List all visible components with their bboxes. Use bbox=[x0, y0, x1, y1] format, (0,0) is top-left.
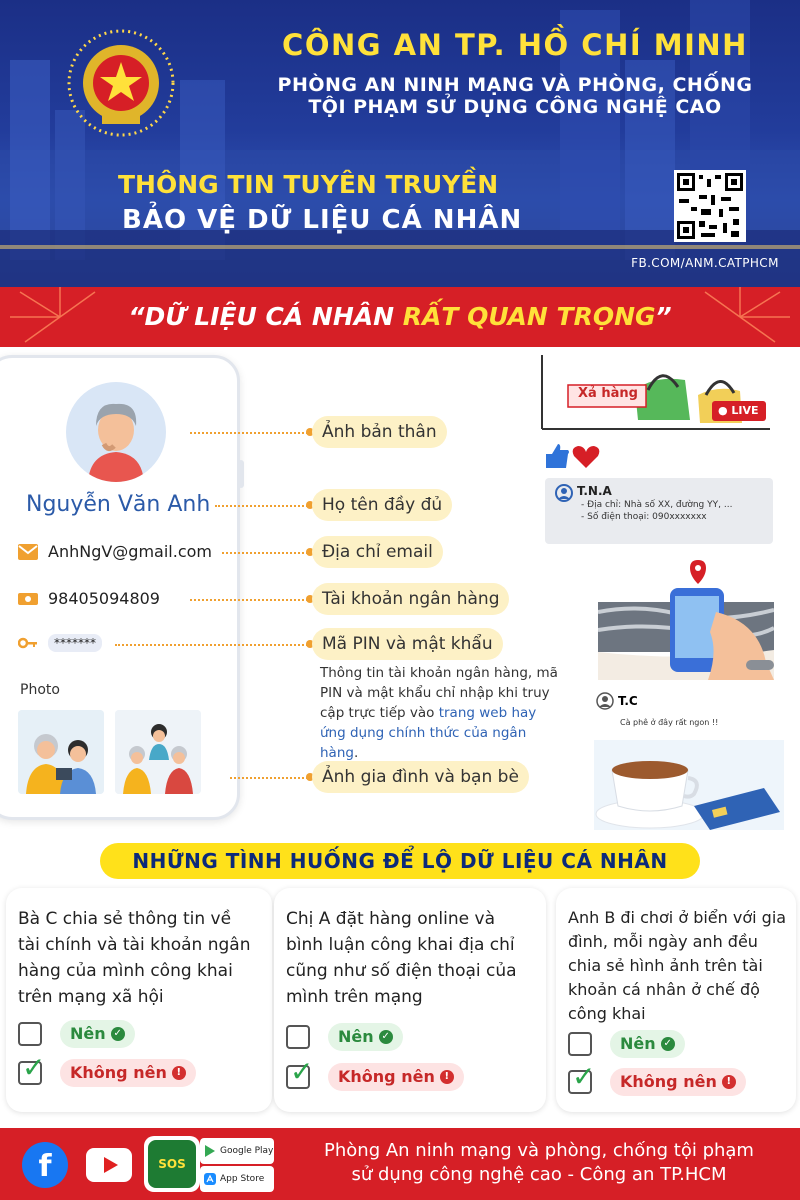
should-label: Nên bbox=[70, 1024, 106, 1043]
option-should[interactable] bbox=[568, 1030, 685, 1058]
propaganda-subtitle: BẢO VỆ DỮ LIỆU CÁ NHÂN bbox=[122, 205, 523, 235]
qr-code-icon[interactable] bbox=[674, 170, 746, 242]
facebook-link[interactable]: FB.COM/ANM.CATPHCM bbox=[631, 256, 779, 270]
should-badge bbox=[60, 1020, 135, 1048]
check-circle-icon: ✓ bbox=[661, 1037, 675, 1051]
option-should-not[interactable] bbox=[568, 1060, 746, 1096]
option-should[interactable] bbox=[286, 1023, 403, 1051]
label-bank-account: Tài khoản ngân hàng bbox=[312, 583, 509, 615]
quote-banner bbox=[0, 287, 800, 347]
quote-highlight: RẤT QUAN TRỌNG bbox=[402, 302, 656, 331]
footer-text-line1: Phòng An ninh mạng và phòng, chống tội phạm bbox=[324, 1140, 754, 1161]
checkbox-should-not[interactable] bbox=[286, 1055, 314, 1089]
should-not-label: Không nên bbox=[338, 1067, 435, 1086]
option-should-not[interactable] bbox=[286, 1055, 464, 1091]
connector-line bbox=[215, 505, 308, 507]
should-not-badge bbox=[610, 1068, 746, 1096]
livestream-illustration bbox=[540, 355, 770, 440]
check-circle-icon: ✓ bbox=[111, 1027, 125, 1041]
youtube-icon[interactable] bbox=[86, 1148, 132, 1182]
should-not-label: Không nên bbox=[70, 1063, 167, 1082]
checkmark-icon: ✓ bbox=[572, 1060, 596, 1093]
google-play-badge[interactable] bbox=[200, 1138, 274, 1164]
email-row bbox=[18, 542, 212, 561]
app-store-label: App Store bbox=[220, 1174, 265, 1184]
situation-card bbox=[274, 888, 546, 1112]
should-badge bbox=[610, 1030, 685, 1058]
user-icon bbox=[596, 692, 614, 710]
quote-title bbox=[0, 302, 800, 331]
option-should[interactable] bbox=[18, 1020, 135, 1048]
facebook-icon[interactable]: f bbox=[22, 1142, 68, 1188]
situation-text: Bà C chia sẻ thông tin về tài chính và tài khoản ngân hàng của mình công khai trên mạng xã hội bbox=[18, 909, 251, 1007]
mail-icon bbox=[18, 544, 38, 560]
label-email: Địa chỉ email bbox=[312, 536, 443, 568]
livestream-screen bbox=[540, 355, 770, 440]
label-full-name: Họ tên đầy đủ bbox=[312, 489, 452, 521]
police-emblem-icon bbox=[66, 28, 176, 138]
checkbox-should-not[interactable] bbox=[568, 1060, 596, 1094]
check-circle-icon: ✓ bbox=[379, 1030, 393, 1044]
photo-label: Photo bbox=[20, 682, 60, 698]
person-avatar-icon bbox=[66, 382, 166, 482]
sos-app-icon[interactable] bbox=[144, 1136, 200, 1192]
comment-author: T.N.A bbox=[577, 484, 612, 498]
app-store-icon bbox=[204, 1173, 216, 1185]
google-play-label: Google Play bbox=[220, 1146, 274, 1156]
situation-text: Anh B đi chơi ở biển với gia đình, mỗi ngày anh đều chia sẻ hình ảnh trên tài khoản cá nhân ở chế độ công khai bbox=[568, 908, 787, 1023]
note-link: trang web hay ứng dụng chính thức của ngân hàng bbox=[320, 705, 537, 761]
checkmark-icon: ✓ bbox=[22, 1051, 46, 1084]
header-subtitle-line2: TỘI PHẠM SỬ DỤNG CÔNG NGHỆ CAO bbox=[308, 96, 722, 118]
profile-bank-account: 98405094809 bbox=[48, 589, 160, 608]
checkbox-should[interactable] bbox=[18, 1022, 42, 1046]
key-icon bbox=[18, 637, 38, 649]
propaganda-title: THÔNG TIN TUYÊN TRUYỀN bbox=[118, 170, 499, 199]
comment-phone: - Số điện thoại: 090xxxxxxx bbox=[581, 512, 707, 522]
bank-row bbox=[18, 589, 160, 608]
sale-sign: Xả hàng bbox=[578, 386, 638, 401]
connector-line bbox=[230, 777, 308, 779]
pin-row bbox=[18, 634, 102, 652]
phone-side-button bbox=[238, 460, 244, 488]
family-photo-illustration bbox=[18, 710, 104, 794]
live-badge: ● LIVE bbox=[718, 404, 759, 417]
label-family-photo: Ảnh gia đình và bạn bè bbox=[312, 761, 529, 793]
should-label: Nên bbox=[620, 1034, 656, 1053]
header-banner bbox=[0, 0, 800, 287]
connector-line bbox=[190, 599, 308, 601]
reaction-stickers bbox=[544, 440, 600, 474]
like-heart-icon bbox=[544, 440, 600, 470]
header-title: CÔNG AN TP. HỒ CHÍ MINH bbox=[282, 28, 748, 62]
note-text: Thông tin tài khoản ngân hàng, mã PIN và mật khẩu chỉ nhập khi truy cập trực tiếp vào bbox=[320, 665, 558, 721]
bank-security-note bbox=[320, 663, 564, 763]
checkbox-should-not[interactable] bbox=[18, 1051, 46, 1085]
option-should-not[interactable] bbox=[18, 1051, 196, 1087]
app-store-badge[interactable] bbox=[200, 1166, 274, 1192]
beach-map-illustration bbox=[598, 552, 774, 680]
alert-circle-icon: ! bbox=[722, 1075, 736, 1089]
connector-line bbox=[190, 432, 308, 434]
user-icon bbox=[555, 484, 573, 502]
label-self-photo: Ảnh bản thân bbox=[312, 416, 447, 448]
should-not-label: Không nên bbox=[620, 1072, 717, 1091]
header-subtitle-line1: PHÒNG AN NINH MẠNG VÀ PHÒNG, CHỐNG bbox=[277, 74, 753, 96]
situation-card bbox=[556, 888, 796, 1112]
play-store-icon bbox=[204, 1145, 216, 1157]
situations-title: NHỮNG TÌNH HUỐNG ĐỂ LỘ DỮ LIỆU CÁ NHÂN bbox=[100, 843, 700, 879]
alert-circle-icon: ! bbox=[440, 1070, 454, 1084]
family-photo-2 bbox=[115, 710, 201, 794]
comment-card-tna bbox=[545, 478, 773, 544]
family-photo-1 bbox=[18, 710, 104, 794]
note-end: . bbox=[353, 745, 359, 761]
profile-name: Nguyễn Văn Anh bbox=[26, 492, 211, 517]
money-icon bbox=[18, 591, 38, 607]
should-label: Nên bbox=[338, 1027, 374, 1046]
comment-author-tc: T.C bbox=[618, 694, 638, 708]
avatar bbox=[66, 382, 166, 482]
checkmark-icon: ✓ bbox=[290, 1055, 314, 1088]
profile-email: AnhNgV@gmail.com bbox=[48, 542, 212, 561]
footer-text-line2: sử dụng công nghệ cao - Công an TP.HCM bbox=[351, 1164, 727, 1185]
should-not-badge bbox=[328, 1063, 464, 1091]
footer bbox=[0, 1128, 800, 1200]
connector-line bbox=[222, 552, 308, 554]
sos-app-label: SOS bbox=[148, 1140, 196, 1188]
should-badge bbox=[328, 1023, 403, 1051]
family-photo-illustration bbox=[115, 710, 201, 794]
comment-caption: Cà phê ở đây rất ngon !! bbox=[620, 718, 719, 727]
profile-pin: ******* bbox=[48, 634, 102, 652]
alert-circle-icon: ! bbox=[172, 1066, 186, 1080]
checkbox-should[interactable] bbox=[286, 1025, 310, 1049]
should-not-badge bbox=[60, 1059, 196, 1087]
situation-card bbox=[6, 888, 272, 1112]
checkbox-should[interactable] bbox=[568, 1032, 592, 1056]
comment-address: - Địa chỉ: Nhà số XX, đường YY, ... bbox=[581, 500, 733, 510]
connector-line bbox=[115, 644, 308, 646]
situation-text: Chị A đặt hàng online và bình luận công khai địa chỉ cũng như số điện thoại của mình trên mạng bbox=[286, 909, 517, 1007]
coffee-cup-illustration bbox=[594, 740, 784, 830]
quote-close: ” bbox=[655, 302, 672, 331]
quote-open: “DỮ LIỆU CÁ NHÂN bbox=[128, 302, 403, 331]
label-pin-password: Mã PIN và mật khẩu bbox=[312, 628, 503, 660]
